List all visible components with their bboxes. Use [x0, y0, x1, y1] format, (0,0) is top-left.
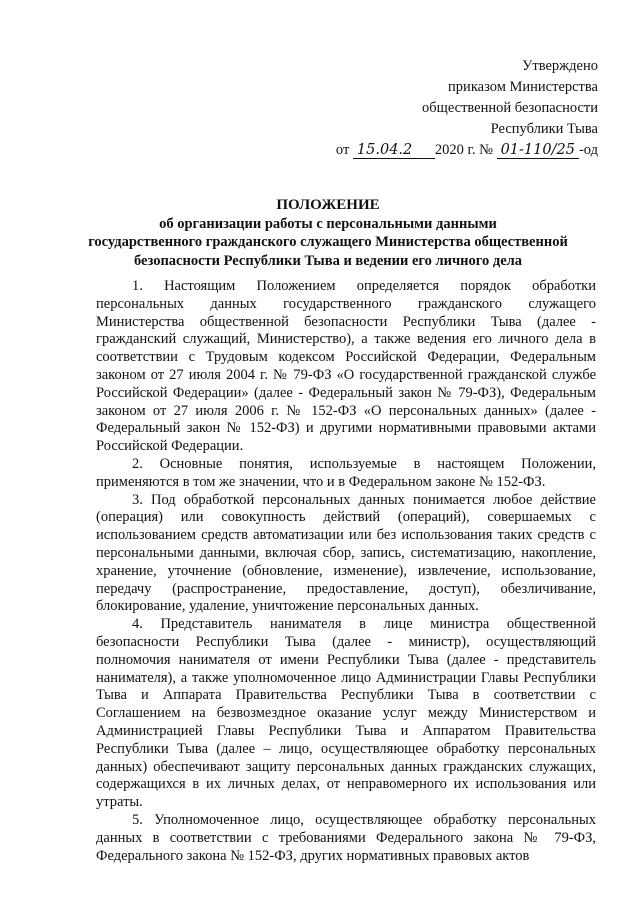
order-number-suffix: -од [578, 142, 598, 158]
approval-line-republic: Республики Тыва [490, 121, 598, 137]
document-heading: ПОЛОЖЕНИЕ [276, 197, 380, 213]
handwritten-date: 15.04.2 [353, 142, 435, 159]
approval-date-number-line [336, 140, 598, 161]
approval-line-approved: Утверждено [522, 58, 598, 74]
paragraph-3: 3. Под обработкой персональных данных понимается любое действие (операция) или совокупность действий (операций), совершаемых с использованием средств автоматизации или без использования таких средств с персональными данными, включая сбор, запись, систематизацию, накопление, хранение, уточнение (обновление, изменение), извлечение, использование, передачу (распространение, предоставление, доступ), обезличивание, блокирование, удаление, уничтожение персональных данных. [96, 491, 596, 615]
approval-stamp-block [336, 56, 598, 161]
year-text: 2020 г. № [434, 142, 493, 158]
title-line-1: об организации работы с персональными данными [159, 215, 497, 232]
approval-line-order: приказом Министерства [448, 79, 598, 95]
handwritten-order-number: 01-110/25 [497, 142, 579, 159]
title-line-2: государственного гражданского служащего Министерства общественной [88, 234, 568, 250]
paragraph-2: 2. Основные понятия, используемые в настоящем Положении, применяются в том же значении, что и в Федеральном законе № 152-ФЗ. [96, 455, 596, 490]
title-line-3: безопасности Республики Тыва и ведении его личного дела [133, 252, 523, 269]
document-body [96, 278, 596, 865]
document-title-block [60, 196, 596, 270]
paragraph-5: 5. Уполномоченное лицо, осуществляющее обработку персональных данных в соответствии с требованиями Федерального закона № 79-ФЗ, Федерального закона № 152-ФЗ, других нормативных правовых актов [96, 811, 596, 864]
approval-line-ministry: общественной безопасности [422, 100, 598, 116]
paragraph-1: 1. Настоящим Положением определяется порядок обработки персональных данных государственного гражданского служащего Министерства общественной безопасности Республики Тыва (далее - гражданский служащий, Министерство), а также ведения его личного дела в соответствии с Трудовым кодексом Российской Федерации, Федеральным законом от 27 июля 2004 г. № 79-ФЗ «О государственной гражданской службе Российской Федерации» (далее - Федеральный закон № 79-ФЗ), Федеральным законом от 27 июля 2006 г. № 152-ФЗ «О персональных данных» (далее - Федеральный закон № 152-ФЗ) и другими нормативными правовыми актами Российской Федерации. [96, 278, 596, 455]
paragraph-4: 4. Представитель нанимателя в лице министра общественной безопасности Республики Тыва (далее - министр), осуществляющий полномочия нанимателя от имени Республики Тыва (далее - представитель нанимателя), а также уполномоченное лицо Администрации Главы Республики Тыва и Аппарата Правительства Республики Тыва в соответствии с Соглашением на безвозмездное оказание услуг между Министерством и Администрацией Главы Республики Тыва и Аппаратом Правительства Республики Тыва (далее – лицо, осуществляющее обработку персональных данных) обеспечивают защиту персональных данных гражданских служащих, содержащихся в их личных делах, от неправомерного их использования или утраты. [96, 616, 596, 811]
date-prefix: от [335, 142, 350, 158]
